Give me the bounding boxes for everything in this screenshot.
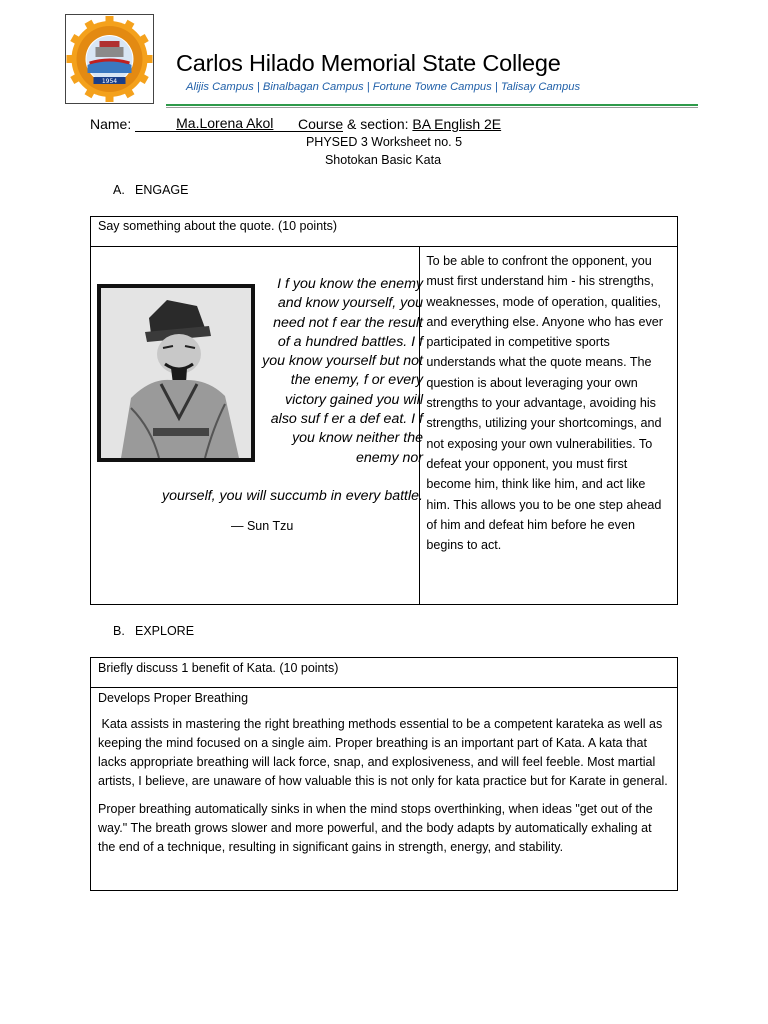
section-b-heading — [113, 624, 194, 638]
engage-table — [90, 216, 678, 605]
college-name: Carlos Hilado Memorial State College — [176, 50, 561, 76]
worksheet-subtitle: Shotokan Basic Kata — [324, 153, 442, 167]
explore-table — [90, 657, 678, 891]
portrait-image — [101, 288, 251, 458]
name-label: Name: — [90, 116, 136, 132]
header-rule-secondary — [166, 107, 698, 108]
quote-author: — Sun Tzu — [231, 519, 294, 533]
quote-cell — [91, 247, 423, 605]
college-logo — [65, 14, 154, 104]
quote-response: To be able to confront the opponent, you must first understand him - his strengths, weaknesses, mode of operation, qualities, and everything else. Anyone who has ever participated in competitive sports understands what the quote means. The question is about leveraging your own strengths to your advantage, avoiding his strengths, utilizing your shortcomings, and not exposing your own vulnerabilities. To defeat your opponent, you must first become him, think like him, and act like him. This allows you to be one step ahead of him and defeat him before he even begins to act. — [420, 247, 678, 605]
course-label: Course & section: — [298, 116, 413, 132]
section-a-letter: A. — [113, 183, 125, 197]
section-a-title: ENGAGE — [135, 183, 189, 197]
campus-list: Alijis Campus | Binalbagan Campus | Fortune Towne Campus | Talisay Campus — [186, 81, 581, 93]
explore-response — [91, 688, 678, 891]
section-b-letter: B. — [113, 624, 125, 638]
section-b-title: EXPLORE — [135, 624, 195, 638]
course-value: BA English 2E — [412, 116, 502, 132]
quote-text: I f you know the enemy and know yourself, you need not f ear the result of a hundred battles. I f you know yourself but not the enemy, f or every victory gained you will also suf f er a def eat. I f you know neither the enemy nor — [262, 276, 423, 466]
section-a-heading — [113, 183, 189, 197]
header-rule — [166, 104, 698, 106]
worksheet-title: PHYSED 3 Worksheet no. 5 — [305, 135, 463, 149]
college-seal-icon — [66, 15, 153, 103]
response-heading: Develops Proper Breathing — [98, 691, 249, 705]
course-row — [298, 116, 501, 132]
explore-prompt: Briefly discuss 1 benefit of Kata. (10 points) — [91, 658, 678, 688]
engage-prompt: Say something about the quote. (10 points) — [91, 217, 678, 247]
response-paragraph-1: Kata assists in mastering the right breathing methods essential to be a competent karateka as well as keeping the mind focused on a single aim. Proper breathing is an important part of Kata. A kata that lacks appropriate breathing will lack force, snap, and explosiveness, and will feel feeble. Most martial artists, I believe, are unaware of how valuable this is not only for kata practice but for Karate in general. — [98, 717, 668, 788]
response-paragraph-2: Proper breathing automatically sinks in when the mind stops overthinking, when ideas "get out of the way." The breath grows slower and more powerful, and the body adapts by automatically exhaling at the end of a technique, resulting in significant gains in strength, energy, and stability. — [98, 802, 653, 854]
sun-tzu-portrait — [97, 284, 255, 462]
student-name: Ma.Lorena Akol — [176, 115, 274, 131]
seal-year: 1954 — [101, 78, 118, 85]
quote-text-end: yourself, you will succumb in every battle. — [161, 488, 423, 504]
